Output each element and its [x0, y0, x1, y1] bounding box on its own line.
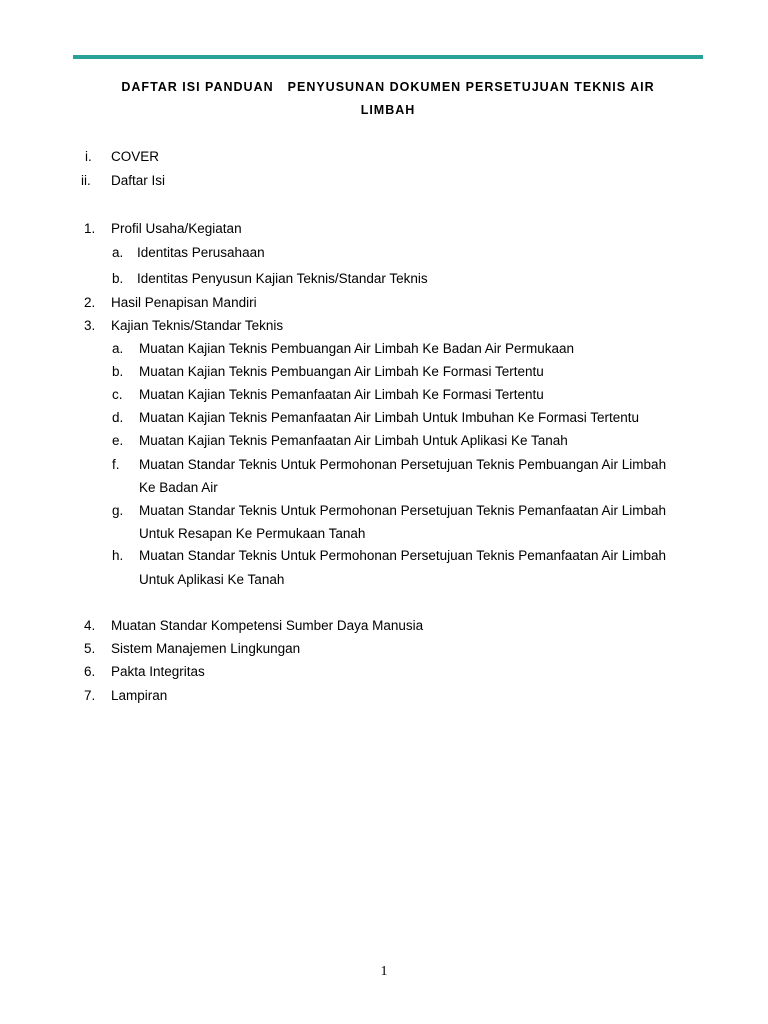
toc-subitem-letter: f. — [112, 457, 120, 472]
toc-subitem-label: Muatan Standar Teknis Untuk Permohonan Persetujuan Teknis Pembuangan Air Limbah — [139, 457, 667, 472]
toc-subitem-letter: g. — [112, 503, 124, 518]
toc-subitem-label: Muatan Standar Teknis Untuk Permohonan Persetujuan Teknis Pemanfaatan Air Limbah — [139, 503, 667, 518]
toc-subitem-letter: c. — [112, 387, 123, 402]
title-part-1: DAFTAR ISI PANDUAN — [121, 80, 274, 94]
toc-item-number: 7. — [84, 688, 96, 703]
toc-subitem-label: Muatan Kajian Teknis Pemanfaatan Air Limbah Untuk Imbuhan Ke Formasi Tertentu — [139, 410, 640, 425]
toc-item-number: 5. — [84, 641, 96, 656]
toc-item-number: 4. — [84, 618, 96, 633]
toc-subitem-label: Identitas Perusahaan — [137, 245, 265, 260]
toc-item-label: Pakta Integritas — [111, 664, 205, 679]
document-title-line-2: LIMBAH — [360, 103, 416, 117]
toc-item-label: Sistem Manajemen Lingkungan — [111, 641, 301, 656]
toc-subitem-letter: b. — [112, 364, 124, 379]
toc-item-number: i. — [85, 149, 92, 164]
header-rule — [73, 55, 703, 59]
toc-item-label: Lampiran — [111, 688, 168, 703]
toc-item-label: Kajian Teknis/Standar Teknis — [111, 318, 284, 333]
toc-subitem-label: Muatan Kajian Teknis Pemanfaatan Air Limbah Ke Formasi Tertentu — [139, 387, 544, 402]
toc-subitem-label-continued: Ke Badan Air — [139, 480, 218, 495]
toc-item-label: Profil Usaha/Kegiatan — [111, 221, 242, 236]
toc-item-label: Hasil Penapisan Mandiri — [111, 295, 257, 310]
title-part-2: PENYUSUNAN DOKUMEN PERSETUJUAN TEKNIS AIR — [287, 80, 655, 94]
toc-subitem-label: Identitas Penyusun Kajian Teknis/Standar Teknis — [137, 271, 428, 286]
toc-subitem-letter: a. — [112, 341, 124, 356]
toc-subitem-letter: h. — [112, 548, 124, 563]
toc-subitem-label: Muatan Standar Teknis Untuk Permohonan Persetujuan Teknis Pemanfaatan Air Limbah — [139, 548, 667, 563]
toc-subitem-letter: b. — [112, 271, 124, 286]
toc-subitem-label: Muatan Kajian Teknis Pemanfaatan Air Limbah Untuk Aplikasi Ke Tanah — [139, 433, 568, 448]
toc-item-number: 6. — [84, 664, 96, 679]
toc-item-number: 2. — [84, 295, 96, 310]
toc-subitem-letter: d. — [112, 410, 124, 425]
toc-subitem-label: Muatan Kajian Teknis Pembuangan Air Limbah Ke Formasi Tertentu — [139, 364, 544, 379]
toc-item-label: Daftar Isi — [111, 173, 166, 188]
page-number: 1 — [380, 964, 388, 979]
toc-item-label: Muatan Standar Kompetensi Sumber Daya Manusia — [111, 618, 424, 633]
toc-item-number: ii. — [81, 173, 91, 188]
toc-item-label: COVER — [111, 149, 160, 164]
toc-subitem-letter: a. — [112, 245, 124, 260]
toc-subitem-letter: e. — [112, 433, 124, 448]
toc-item-number: 1. — [84, 221, 96, 236]
document-title — [73, 80, 703, 94]
toc-item-number: 3. — [84, 318, 96, 333]
toc-subitem-label-continued: Untuk Resapan Ke Permukaan Tanah — [139, 526, 366, 541]
toc-subitem-label: Muatan Kajian Teknis Pembuangan Air Limbah Ke Badan Air Permukaan — [139, 341, 575, 356]
toc-subitem-label-continued: Untuk Aplikasi Ke Tanah — [139, 572, 285, 587]
